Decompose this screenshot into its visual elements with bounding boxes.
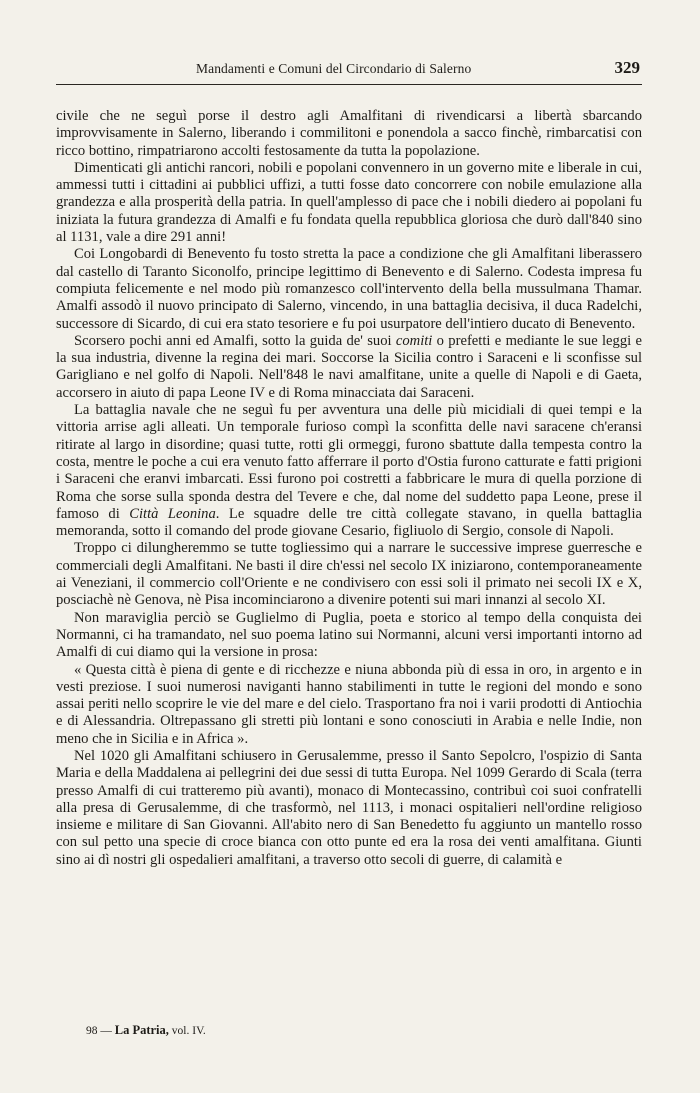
signature-line: [86, 1023, 206, 1038]
paragraph: [56, 402, 642, 540]
quotation: « Questa città è piena di gente e di ricchezze e niuna abbonda più di essa in oro, in argento e in vesti preziose. I suoi numerosi naviganti hanno stabilimenti in tutte le regioni del mondo e sono assai periti nello scoprire le vie del mare e del cielo. Trasportano fra noi i varii prodotti di Antiochia e di Alessandria. Oltrepassano gli stretti più lontani e sono conosciuti in Arabia e nelle Indie, non meno che in Sicilia e in Africa ».: [56, 661, 642, 747]
paragraph: [56, 333, 642, 402]
italic-term: comiti: [395, 332, 433, 349]
body-text: [56, 108, 642, 869]
paragraph-text: . Le squadre delle tre città collegate stavano, in quella battaglia memoranda, sotto il comando del prode giovane Cesario, figliuolo di Sergio, console di Napoli.: [56, 505, 642, 540]
paragraph: Troppo ci dilungheremmo se tutte togliessimo qui a narrare le successive imprese guerresche e commerciali degli Amalfitani. Ne basti il dire ch'essi nel secolo IX iniziarono, contemporaneamente ai Veneziani, il commercio coll'Oriente e ne condivisero con essi soli il primato nei secoli IX e X, posciachè nè Genova, nè Pisa incominciarono a divenire potenti sui mari innanzi al secolo XI.: [56, 540, 642, 609]
paragraph: civile che ne seguì porse il destro agli Amalfitani di rivendicarsi a libertà sbarcando improvvisamente in Salerno, liberando i commilitoni e ponendola a sacco finchè, rimbarcatisi con ricco bottino, rimpatriarono accolti festosamente da tutta la popolazione.: [56, 108, 642, 159]
running-head: Mandamenti e Comuni del Circondario di Salerno: [196, 61, 472, 76]
paragraph: Nel 1020 gli Amalfitani schiusero in Gerusalemme, presso il Santo Sepolcro, l'ospizio di Santa Maria e della Maddalena ai pellegrini dei due sessi di tutta Europa. Nel 1099 Gerardo di Scala (terra presso Amalfi di cui tratteremo più avanti), monaco di Montecassino, contribuì coi suoi confratelli alla presa di Gerusalemme, di che trasformò, nel 1113, i monaci ospitalieri nell'ordine religioso insieme e militare di San Giovanni. All'abito nero di San Benedetto fu aggiunto un mantello rosso con sul petto una specie di croce bianca con otto punte ed era la rosa dei venti amalfitana. Giunti sino ai dì nostri gli ospedalieri amalfitani, a traverso otto secoli di guerre, di calamità e: [56, 747, 642, 868]
paragraph-text: Scorsero pochi anni ed Amalfi, sotto la guida de' suoi: [74, 332, 396, 349]
paragraph: Dimenticati gli antichi rancori, nobili e popolani convennero in un governo mite e liberale in cui, ammessi tutti i cittadini ai pubblici uffizi, a tutti fosse dato concorrere con nobile emulazione alla grandezza e alla prosperità della patria. In quell'amplesso di pace che i nobili diedero ai popolani fu iniziata la futura grandezza di Amalfi e fu fondata quella repubblica gloriosa che durò dall'840 sino al 1131, vale a dire 291 anni!: [56, 159, 642, 246]
page-number: 329: [614, 58, 640, 77]
paragraph: Non maraviglia perciò se Guglielmo di Puglia, poeta e storico al tempo della conquista dei Normanni, ci ha tramandato, nel suo poema latino sui Normanni, alcuni versi importanti intorno ad Amalfi di cui diamo qui la versione in prosa:: [56, 609, 642, 661]
page-header: [56, 58, 642, 85]
signature-mark: 98 —: [86, 1025, 112, 1037]
journal-title: La Patria,: [114, 1023, 169, 1037]
paragraph-text: La battaglia navale che ne seguì fu per avventura una delle più micidiali di quei tempi e la vittoria arrise agli alleati. Un temporale furioso compì la sconfitta delle navi saracene ch'eransi ritirate al largo in disordine; quasi tutte, rotti gli ormeggi, furono sbattute dalla tempesta contro la costa, mentre le poche a cui era venuto fatto afferrare il porto d'Ostia furono catturate e fatti prigioni i Saraceni che eranvi imbarcati. Essi furono poi costretti a fabbricare le mura di quella porzione di Roma che sorse sulla sponda destra del Tevere e che, dal nome del suddetto papa Leone, prese il famoso di: [56, 402, 642, 522]
volume-label: vol. IV.: [171, 1025, 206, 1037]
paragraph-text: o prefetti e mediante le sue leggi e la sua industria, divenne la regina dei mari. Soccorse la Sicilia contro i Saraceni e li sconfisse sul Garigliano e nel golfo di Napoli. Nell'848 le navi amalfitane, unite a quelle di Napoli e di Gaeta, accorsero in aiuto di papa Leone IV e di Roma minacciata dai Saraceni.: [56, 332, 642, 401]
italic-term: Città Leonina: [129, 505, 216, 522]
paragraph: Coi Longobardi di Benevento fu tosto stretta la pace a condizione che gli Amalfitani liberassero dal castello di Taranto Siconolfo, principe legittimo di Benevento e di Salerno. Codesta impresa fu compiuta felicemente e nel modo più romanzesco coll'intervento della bella mussulmana Thamar. Amalfi assodò il nuovo principato di Salerno, vincendo, in una battaglia decisiva, il duca Radelchi, successore di Sicardo, di cui era stato tesoriere e fu poi usurpatore dell'intiero ducato di Benevento.: [56, 246, 642, 332]
